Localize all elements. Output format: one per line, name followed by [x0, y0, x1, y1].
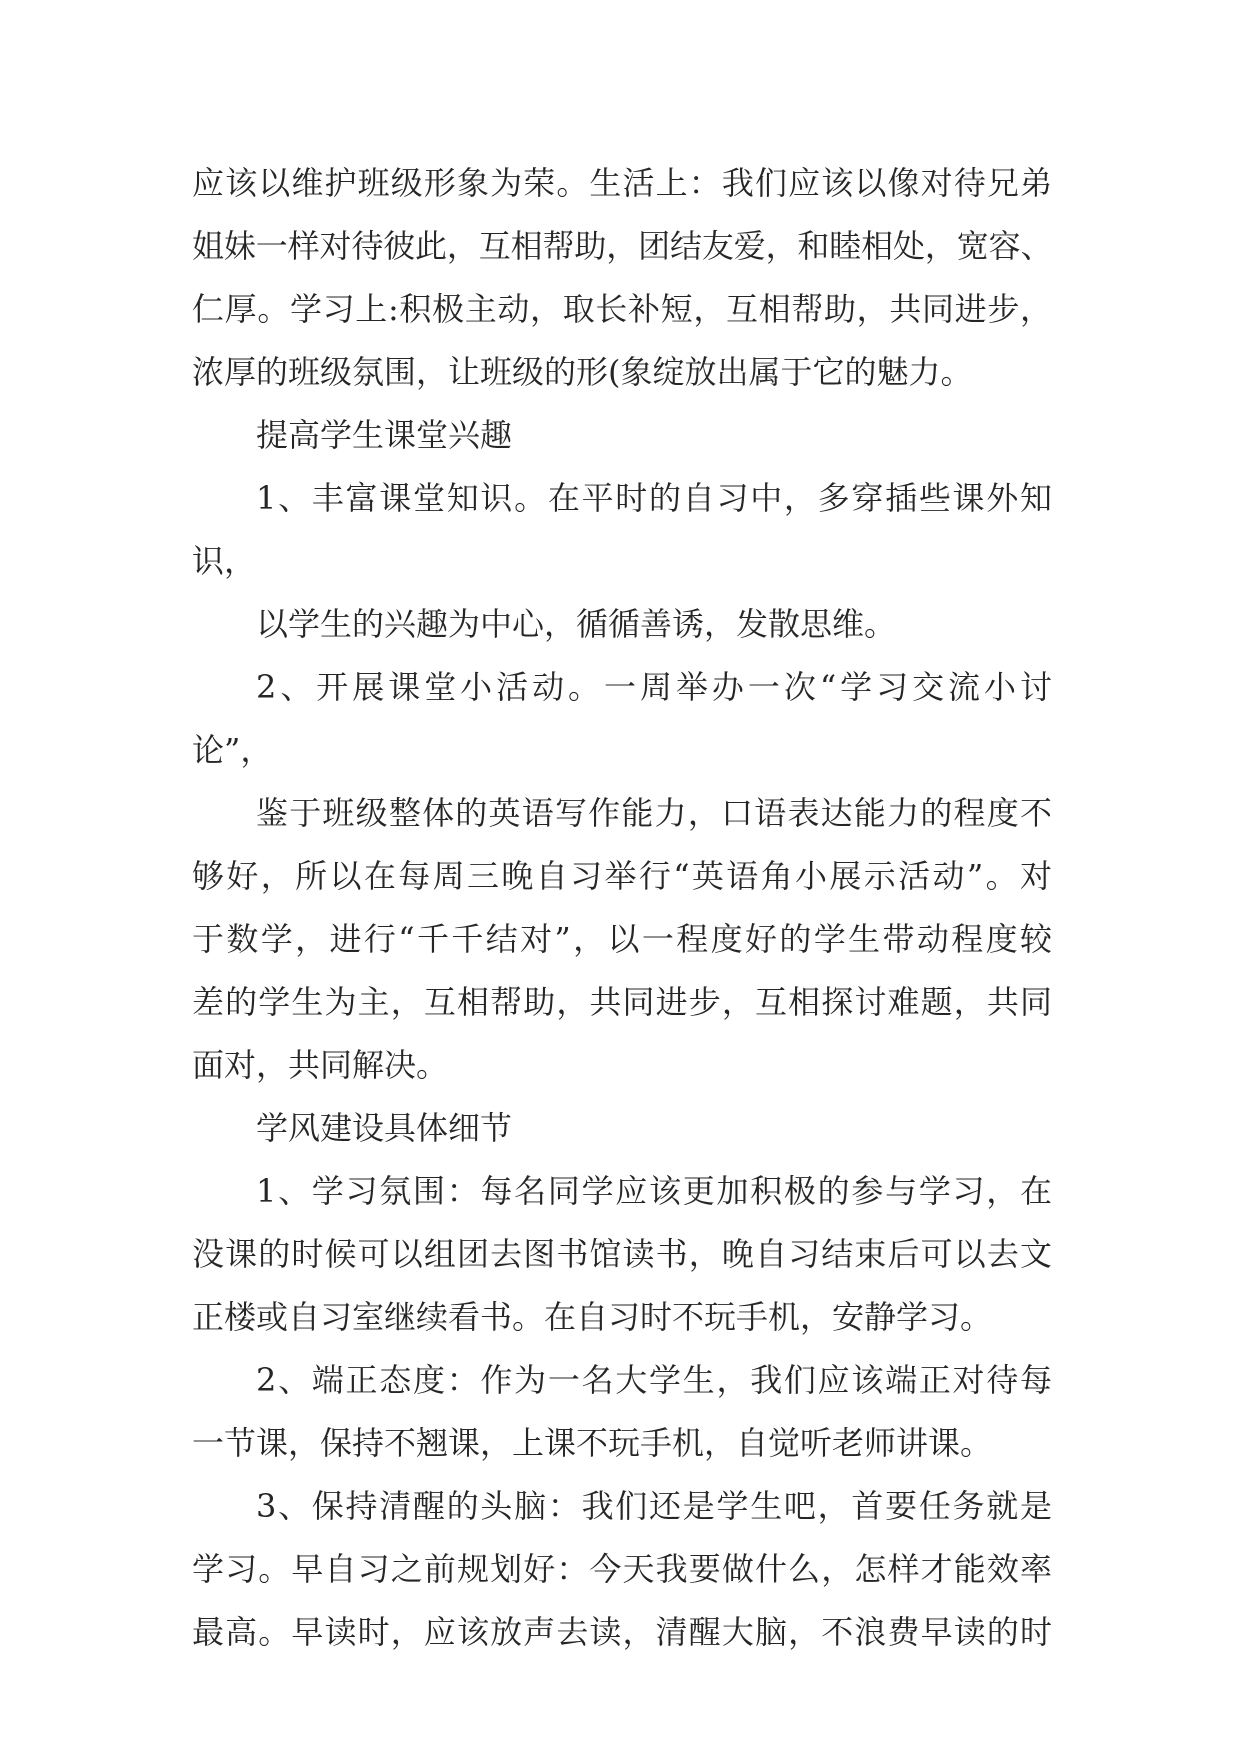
- text-line: 一节课，保持不翘课，上课不玩手机，自觉听老师讲课。: [192, 1424, 993, 1462]
- text-line: 于数学，进行“千千结对”，以一程度好的学生带动程度较: [192, 920, 1052, 958]
- text-line: 差的学生为主，互相帮助，共同进步，互相探讨难题，共同: [192, 983, 1052, 1021]
- text-line: 1、学习氛围：每名同学应该更加积极的参与学习，在: [256, 1172, 1052, 1210]
- text-line: 正楼或自习室继续看书。在自习时不玩手机，安静学习。: [192, 1298, 993, 1336]
- text-line: 提高学生课堂兴趣: [256, 416, 513, 454]
- text-line: 面对，共同解决。: [192, 1046, 449, 1084]
- text-line: 没课的时候可以组团去图书馆读书，晚自习结束后可以去文: [192, 1235, 1052, 1273]
- text-line: 2、端正态度：作为一名大学生，我们应该端正对待每: [256, 1361, 1052, 1399]
- text-line: 论”，: [192, 731, 273, 769]
- text-line: 识，: [192, 542, 257, 580]
- text-line: 学习。早自习之前规划好：今天我要做什么，怎样才能效率: [192, 1550, 1052, 1588]
- text-line: 仁厚。学习上:积极主动，取长补短，互相帮助，共同进步，: [192, 290, 1052, 328]
- text-line: 够好，所以在每周三晚自习举行“英语角小展示活动”。对: [192, 857, 1052, 895]
- text-line: 鉴于班级整体的英语写作能力，口语表达能力的程度不: [256, 794, 1052, 832]
- text-line: 最高。早读时，应该放声去读，清醒大脑，不浪费早读的时: [192, 1613, 1052, 1651]
- text-line: 以学生的兴趣为中心，循循善诱，发散思维。: [256, 605, 897, 643]
- text-line: 2、开展课堂小活动。一周举办一次“学习交流小讨: [256, 668, 1052, 706]
- document-body: [192, 152, 1052, 1664]
- text-line: 3、保持清醒的头脑：我们还是学生吧，首要任务就是: [256, 1487, 1052, 1525]
- text-line: 应该以维护班级形象为荣。生活上：我们应该以像对待兄弟: [192, 164, 1052, 202]
- text-line: 浓厚的班级氛围，让班级的形(象绽放出属于它的魅力。: [192, 353, 973, 391]
- text-line: 学风建设具体细节: [256, 1109, 513, 1147]
- text-line: 姐妹一样对待彼此，互相帮助，团结友爱，和睦相处，宽容、: [192, 227, 1052, 265]
- text-line: 1、丰富课堂知识。在平时的自习中，多穿插些课外知: [256, 479, 1052, 517]
